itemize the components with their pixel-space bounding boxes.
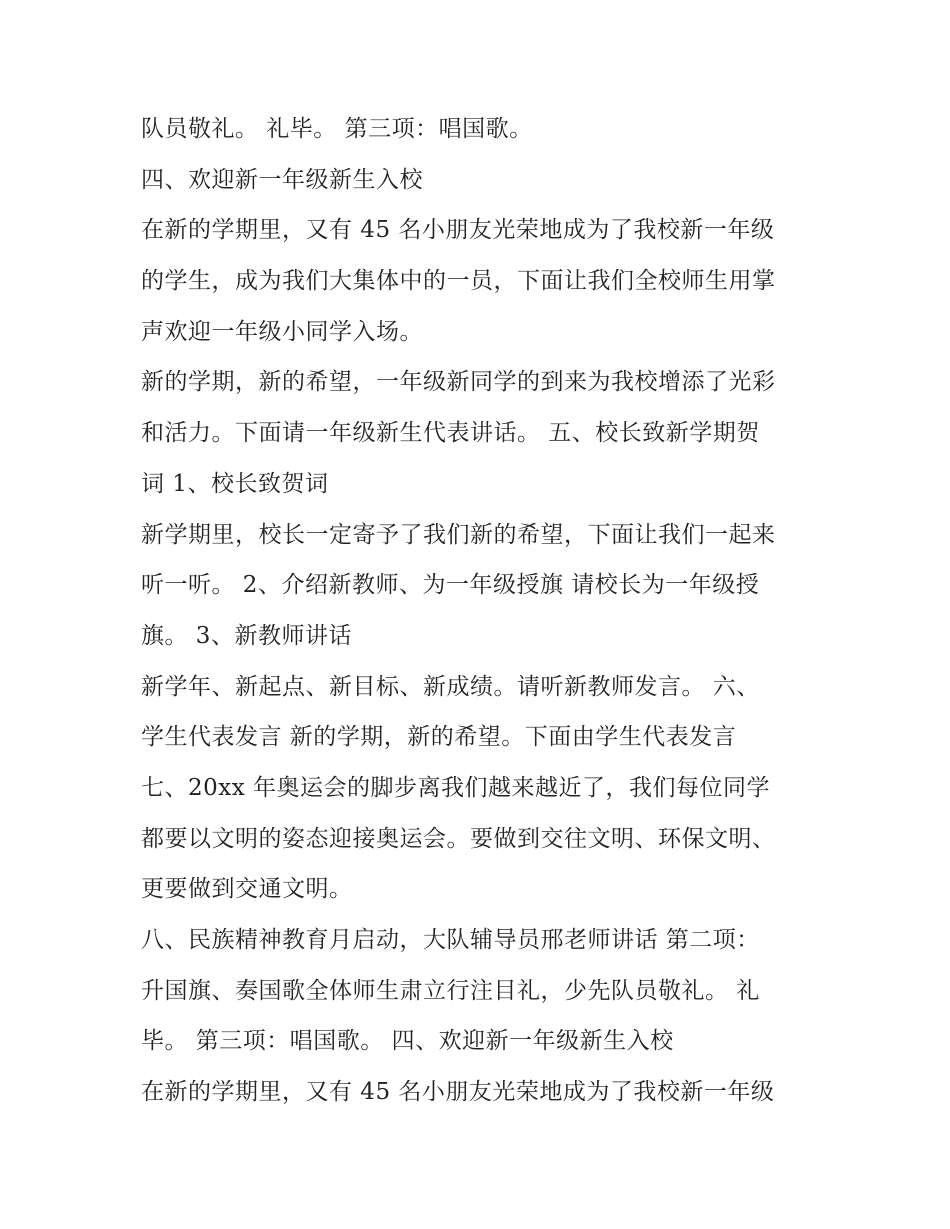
- text-line: 的学生，成为我们大集体中的一员，下面让我们全校师生用掌: [141, 268, 776, 295]
- text-line: 升国旗、奏国歌全体师生肃立行注目礼，少先队员敬礼。 礼: [141, 977, 760, 1004]
- text-line: 毕。 第三项：唱国歌。 四、欢迎新一年级新生入校: [141, 1028, 674, 1055]
- text-line: 四、欢迎新一年级新生入校: [141, 166, 423, 193]
- body-text: [141, 104, 831, 1118]
- text-line: 听一听。 2、介绍新教师、为一年级授旗 请校长为一年级授: [141, 572, 760, 599]
- text-line: 队员敬礼。 礼毕。 第三项：唱国歌。: [141, 116, 533, 142]
- text-line: 新的学期，新的希望，一年级新同学的到来为我校增添了光彩: [141, 369, 776, 396]
- text-line: 和活力。下面请一年级新生代表讲话。 五、校长致新学期贺: [141, 420, 760, 447]
- text-line: 在新的学期里，又有 45 名小朋友光荣地成为了我校新一年级: [141, 217, 775, 244]
- text-line: 词 1、校长致贺词: [141, 470, 329, 497]
- text-line: 声欢迎一年级小同学入场。: [141, 318, 423, 345]
- text-line: 八、民族精神教育月启动，大队辅导员邢老师讲话 第二项：: [141, 927, 760, 953]
- text-line: 七、20xx 年奥运会的脚步离我们越来越近了，我们每位同学: [141, 774, 771, 801]
- text-line: 新学期里，校长一定寄予了我们新的希望，下面让我们一起来: [141, 521, 776, 548]
- text-line: 更要做到交通文明。: [141, 876, 353, 903]
- text-line: 学生代表发言 新的学期，新的希望。下面由学生代表发言: [141, 724, 737, 751]
- text-line: 在新的学期里，又有 45 名小朋友光荣地成为了我校新一年级: [141, 1079, 775, 1106]
- text-line: 新学年、新起点、新目标、新成绩。请听新教师发言。 六、: [141, 673, 760, 700]
- text-line: 都要以文明的姿态迎接奥运会。要做到交往文明、环保文明、: [141, 825, 776, 852]
- text-line: 旗。 3、新教师讲话: [141, 622, 352, 649]
